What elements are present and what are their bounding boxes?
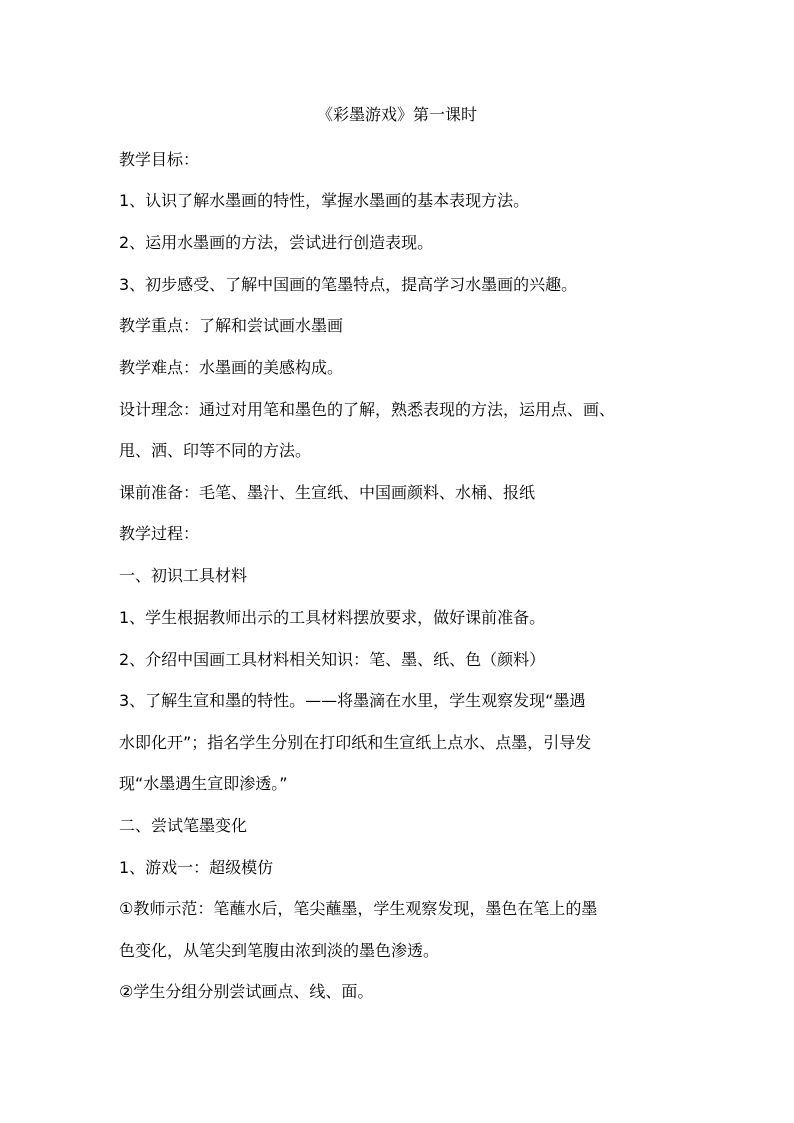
process-item-1-3-line-1: 3、了解生宣和墨的特性。——将墨滴在水里，学生观察发现“墨遇: [119, 691, 586, 710]
design-concept-line-2: 甩、洒、印等不同的方法。: [119, 441, 312, 460]
document-title: 《彩墨游戏》第一课时: [316, 105, 477, 124]
section-heading-1: 一、初识工具材料: [119, 566, 248, 585]
section-heading-2: 二、尝试笔墨变化: [119, 816, 248, 835]
heading-teaching-goals: 教学目标：: [119, 150, 200, 169]
process-step-2: ②学生分组分别尝试画点、线、面。: [119, 982, 374, 1001]
heading-teaching-process: 教学过程：: [119, 524, 200, 543]
process-step-1-line-1: ①教师示范：笔蘸水后，笔尖蘸墨，学生观察发现，墨色在笔上的墨: [119, 899, 598, 918]
goal-item-1: 1、认识了解水墨画的特性，掌握水墨画的基本表现方法。: [119, 191, 530, 210]
process-step-1-line-2: 色变化，从笔尖到笔腹由浓到淡的墨色渗透。: [119, 941, 440, 960]
preparation-materials: 课前准备：毛笔、墨汁、生宣纸、中国画颜料、水桶、报纸: [119, 483, 536, 502]
design-concept-line-1: 设计理念：通过对用笔和墨色的了解，熟悉表现的方法，运用点、画、: [119, 400, 616, 419]
process-item-1-3-line-3: 现“水墨遇生宣即渗透。”: [119, 774, 288, 793]
teaching-key-point: 教学重点：了解和尝试画水墨画: [119, 316, 344, 335]
process-item-1-3-line-2: 水即化开”；指名学生分别在打印纸和生宣纸上点水、点墨，引导发: [119, 733, 592, 752]
goal-item-3: 3、初步感受、了解中国画的笔墨特点，提高学习水墨画的兴趣。: [119, 275, 578, 294]
goal-item-2: 2、运用水墨画的方法，尝试进行创造表现。: [119, 233, 434, 252]
process-item-1-2: 2、介绍中国画工具材料相关知识：笔、墨、纸、色（颜料）: [119, 650, 546, 669]
process-item-1-1: 1、学生根据教师出示的工具材料摆放要求，做好课前准备。: [119, 608, 546, 627]
teaching-difficulty: 教学难点：水墨画的美感构成。: [119, 358, 344, 377]
process-item-2-1: 1、游戏一：超级模仿: [119, 858, 274, 877]
